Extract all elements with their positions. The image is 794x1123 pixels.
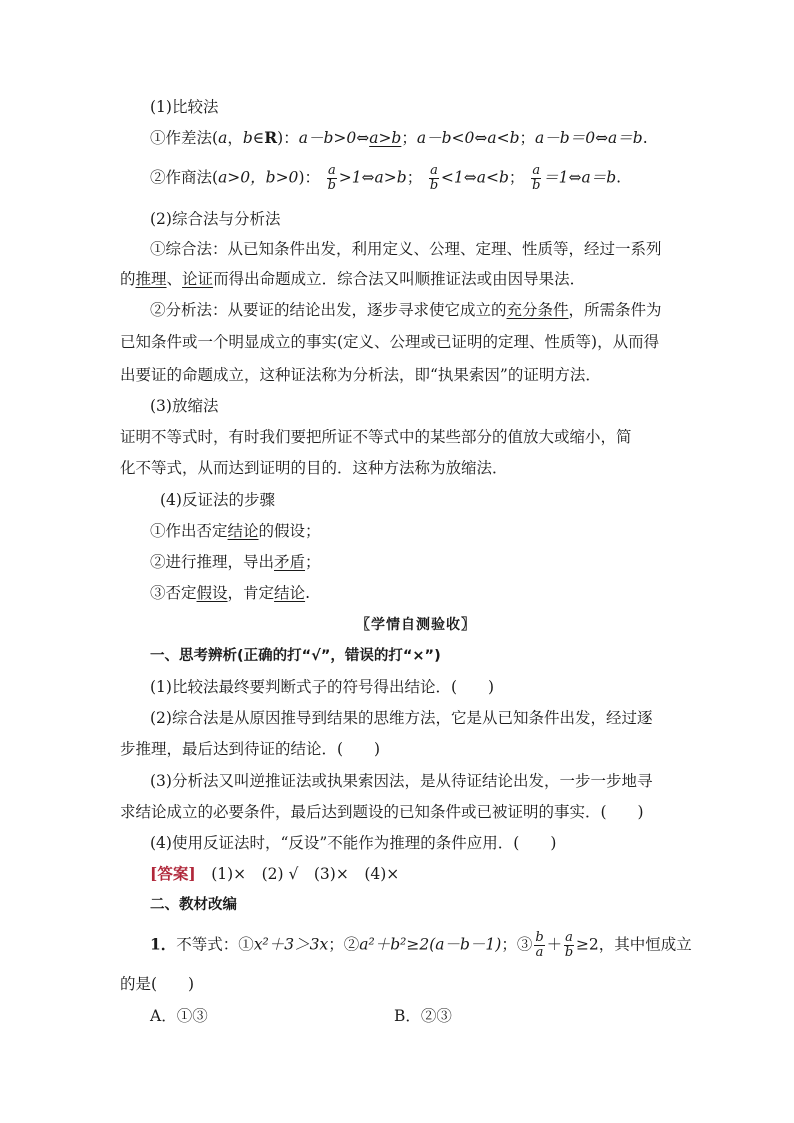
quotient-method-line: ②作商法(a>0，b>0)： $\frac{a}{b}$ >1⇔a>b； $\frac{a}{b}$ <1⇔a<b； $\frac{a}{b}$ ＝1⇔a＝b. <box>150 163 622 193</box>
contradiction-step-1: ①作出否定结论的假设； <box>150 522 321 540</box>
scaling-line-1: 证明不等式时，有时我们要把所证不等式中的某些部分的值放大或缩小，简 <box>120 428 632 446</box>
analysis-line-1: ②分析法：从要证的结论出发，逐步寻求使它成立的充分条件，所需条件为 <box>150 301 662 319</box>
answer-tag: [答案] <box>150 864 196 883</box>
synthesis-line-2: 的推理、论证而得出命题成立．综合法又叫顺推证法或由因导果法． <box>120 270 586 288</box>
exercise-item-2-line-2: 步推理，最后达到待证的结论．( ) <box>120 740 381 758</box>
underlined-term: a>b <box>369 129 402 147</box>
section-banner: 〖学情自测验收〗 <box>356 617 476 633</box>
contradiction-step-2: ②进行推理，导出矛盾； <box>150 553 321 571</box>
answer-line: [答案] (1)× (2) √ (3)× (4)× <box>150 864 400 883</box>
exercise-item-2-line-1: (2)综合法是从原因推导到结果的思维方法，它是从已知条件出发，经过逐 <box>150 709 653 727</box>
section-4-title: (4)反证法的步骤 <box>160 491 275 509</box>
scaling-line-2: 化不等式，从而达到证明的目的．这种方法称为放缩法． <box>120 459 508 477</box>
question-1-line-1: 1．不等式：①x²＋3＞3x；②a²＋b²≥2(a－b－1)；③ $\frac{b}{a}$ ＋ $\frac{a}{b}$ ≥2，其中恒成立 <box>150 930 692 960</box>
synthesis-line-1: ①综合法：从已知条件出发，利用定义、公理、定理、性质等，经过一系列 <box>150 240 662 258</box>
analysis-line-3: 出要证的命题成立，这种证法称为分析法，即“执果索因”的证明方法． <box>120 366 601 384</box>
fraction-a-over-b: $\frac{a}{b}$ <box>429 163 439 193</box>
option-b[interactable]: B．②③ <box>394 1007 452 1025</box>
section-2-title: (2)综合法与分析法 <box>150 210 281 228</box>
question-1-line-2: 的是( ) <box>120 975 195 993</box>
fraction-b-over-a: $\frac{b}{a}$ <box>535 930 544 960</box>
exercise-item-3-line-2: 求结论成立的必要条件，最后达到题设的已知条件或已被证明的事实．( ) <box>120 803 644 821</box>
analysis-line-2: 已知条件或一个明显成立的事实(定义、公理或已证明的定理、性质等)，从而得 <box>120 333 660 351</box>
option-a[interactable]: A．①③ <box>150 1007 208 1025</box>
section-1-title: (1)比较法 <box>150 98 219 116</box>
exercise-item-4: (4)使用反证法时，“反设”不能作为推理的条件应用．( ) <box>150 834 557 852</box>
section-3-title: (3)放缩法 <box>150 397 219 415</box>
fraction-a-over-b: $\frac{a}{b}$ <box>532 163 541 193</box>
contradiction-step-3: ③否定假设，肯定结论. <box>150 584 310 602</box>
exercise-item-3-line-1: (3)分析法又叫逆推证法或执果索因法，是从待证结论出发，一步一步地寻 <box>150 772 653 790</box>
diff-method-line: ①作差法(a，b∈R)：a－b>0⇔a>b；a－b<0⇔a<b；a－b＝0⇔a＝b. <box>150 128 648 147</box>
exercise-heading-1: 一、思考辨析(正确的打“√”，错误的打“×”) <box>150 648 441 664</box>
fraction-a-over-b: $\frac{a}{b}$ <box>564 930 574 960</box>
exercise-item-1: (1)比较法最终要判断式子的符号得出结论．( ) <box>150 678 495 696</box>
fraction-a-over-b: $\frac{a}{b}$ <box>327 163 336 193</box>
exercise-heading-2: 二、教材改编 <box>150 897 237 913</box>
